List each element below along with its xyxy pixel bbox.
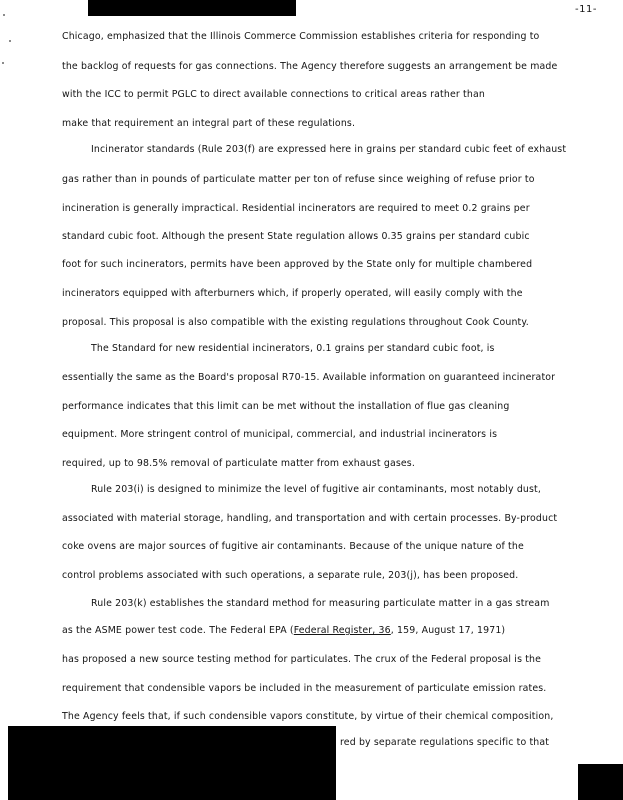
text-line: equipment. More stringent control of municipal, commercial, and industrial incinerators is bbox=[62, 429, 498, 440]
redaction-block-top bbox=[88, 0, 296, 16]
text-line: foot for such incinerators, permits have been approved by the State only for multiple chambered bbox=[62, 259, 533, 270]
text-line: Rule 203(i) is designed to minimize the level of fugitive air contaminants, most notably dust, bbox=[91, 484, 542, 495]
text-line: required, up to 98.5% removal of particulate matter from exhaust gases. bbox=[62, 458, 415, 469]
text-line: the backlog of requests for gas connections. The Agency therefore suggests an arrangement be made bbox=[62, 61, 558, 72]
text-line: essentially the same as the Board's proposal R70-15. Available information on guaranteed incinerator bbox=[62, 372, 556, 383]
text-line: standard cubic foot. Although the present State regulation allows 0.35 grains per standard cubic bbox=[62, 231, 530, 242]
scan-speck bbox=[9, 40, 11, 42]
text-line: Incinerator standards (Rule 203(f) are expressed here in grains per standard cubic feet of exhaust bbox=[91, 144, 567, 155]
text-line: The Standard for new residential incinerators, 0.1 grains per standard cubic foot, is bbox=[91, 343, 495, 354]
text-line: associated with material storage, handling, and transportation and with certain processes. By-product bbox=[62, 513, 558, 524]
scan-speck bbox=[2, 62, 4, 64]
page-number: -11- bbox=[575, 4, 597, 15]
text-line: control problems associated with such operations, a separate rule, 203(j), has been proposed. bbox=[62, 570, 519, 581]
text-line: proposal. This proposal is also compatible with the existing regulations throughout Cook County. bbox=[62, 317, 529, 328]
text-line: coke ovens are major sources of fugitive air contaminants. Because of the unique nature of the bbox=[62, 541, 524, 552]
text-line: make that requirement an integral part of these regulations. bbox=[62, 118, 356, 129]
text-line: performance indicates that this limit can be met without the installation of flue gas cleaning bbox=[62, 401, 510, 412]
text-line: red by separate regulations specific to that bbox=[340, 737, 550, 748]
citation-underline: Federal Register, 36 bbox=[293, 625, 391, 636]
text-line: as the ASME power test code. The Federal EPA (Federal Register, 36, 159, August 17, 1971) bbox=[62, 625, 506, 636]
text-line: Chicago, emphasized that the Illinois Commerce Commission establishes criteria for responding to bbox=[62, 31, 540, 42]
text-line: The Agency feels that, if such condensible vapors constitute, by virtue of their chemical composition, bbox=[62, 711, 554, 722]
text-line: has proposed a new source testing method for particulates. The crux of the Federal proposal is the bbox=[62, 654, 542, 665]
redaction-block-bottom bbox=[8, 726, 336, 800]
redaction-block-corner bbox=[578, 764, 623, 800]
text-line: with the ICC to permit PGLC to direct available connections to critical areas rather than bbox=[62, 89, 485, 100]
text-line: Rule 203(k) establishes the standard method for measuring particulate matter in a gas stream bbox=[91, 598, 550, 609]
text-line: gas rather than in pounds of particulate matter per ton of refuse since weighing of refuse prior to bbox=[62, 174, 535, 185]
text-line: incineration is generally impractical. Residential incinerators are required to meet 0.2 grains per bbox=[62, 203, 530, 214]
scan-speck bbox=[3, 14, 5, 16]
text-line: requirement that condensible vapors be included in the measurement of particulate emission rates. bbox=[62, 683, 547, 694]
text-line: incinerators equipped with afterburners which, if properly operated, will easily comply with the bbox=[62, 288, 523, 299]
